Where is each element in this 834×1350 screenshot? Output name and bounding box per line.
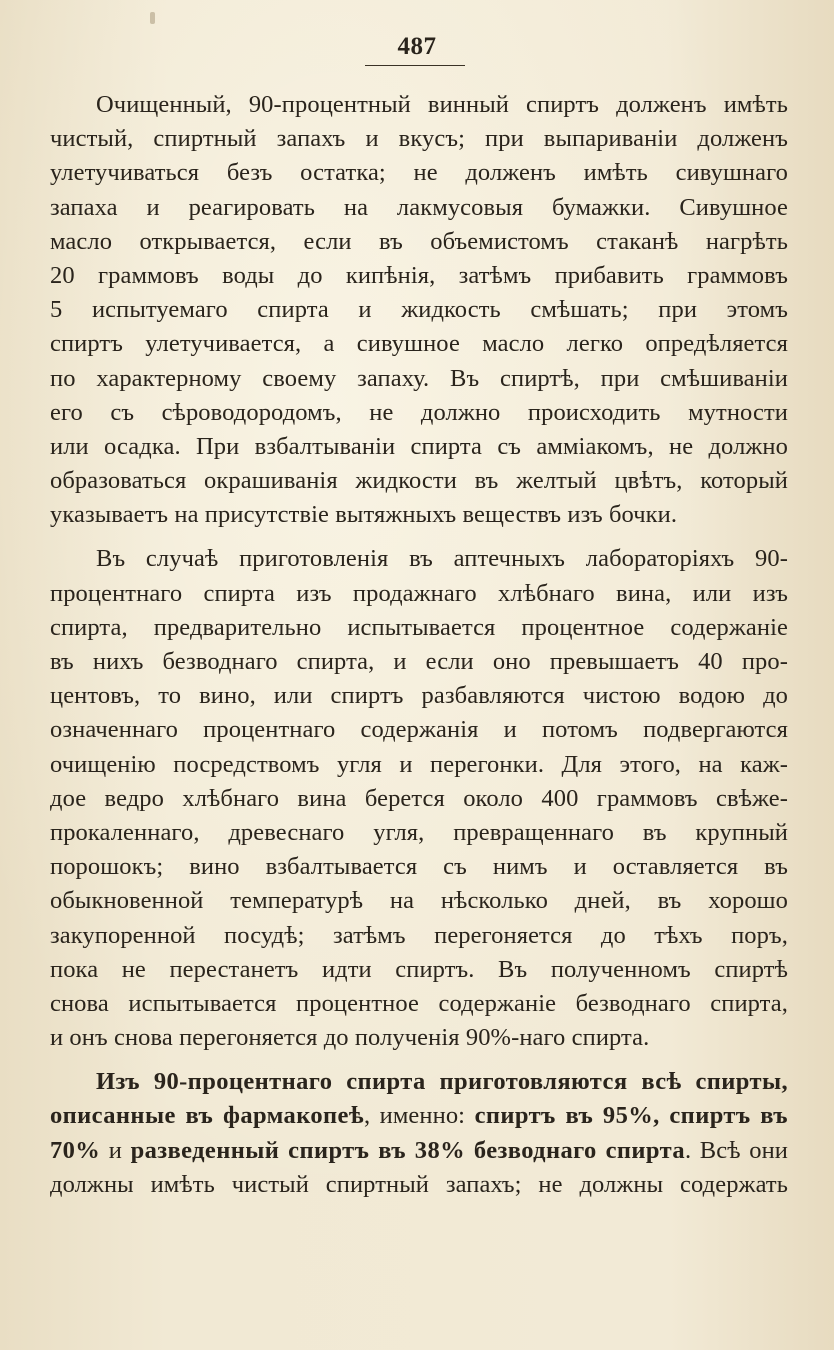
paragraph-3 <box>50 1065 788 1202</box>
text-run: , именно: <box>363 1102 475 1130</box>
text-line: указываетъ на присутствіе вытяжныхъ веществъ изъ бочки. <box>50 501 678 529</box>
paper-blemish <box>150 12 155 24</box>
text-line: образоваться окрашиванія жидкости въ желтый цвѣтъ, который <box>50 467 788 495</box>
text-run: и <box>100 1136 131 1164</box>
text-line: закупоренной посудѣ; затѣмъ перегоняется до тѣхъ поръ, <box>50 921 788 949</box>
text-line <box>50 1168 788 1202</box>
text-line <box>50 1134 788 1168</box>
text-line: его съ сѣроводородомъ, не должно происходить мутности <box>50 398 788 426</box>
text-line: улетучиваться безъ остатка; не долженъ имѣть сивушнаго <box>50 159 788 187</box>
text-line: дое ведро хлѣбнаго вина берется около 400 граммовъ свѣже- <box>50 784 788 812</box>
text-line: въ нихъ безводнаго спирта, и если оно превышаетъ 40 про- <box>50 648 788 675</box>
text-line: спирта, предварительно испытывается процентное содержаніе <box>50 613 788 641</box>
bold-run: описанные въ фармакопеѣ <box>50 1102 364 1130</box>
text-line: чистый, спиртный запахъ и вкусъ; при выпариваніи долженъ <box>50 125 788 153</box>
bold-run: Изъ 90-процентнаго спирта приготовляются всѣ спирты, <box>96 1068 788 1096</box>
bold-run: разведенный спиртъ въ 38% безводнаго спирта <box>130 1136 685 1164</box>
text-line: спиртъ улетучивается, а сивушное масло легко опредѣляется <box>50 330 788 358</box>
text-line: пока не перестанетъ идти спиртъ. Въ полученномъ спиртѣ <box>50 955 788 983</box>
text-line: 5 испытуемаго спирта и жидкость смѣшать; при этомъ <box>50 296 788 324</box>
text-line: и онъ снова перегоняется до полученія 90%-наго спирта. <box>50 1024 650 1052</box>
text-line: очищенію посредствомъ угля и перегонки. Для этого, на каж- <box>50 750 788 778</box>
text-line <box>50 1065 788 1099</box>
paragraph-2 <box>50 542 788 1055</box>
page-number: 487 <box>397 33 437 60</box>
text-line: масло открывается, если въ объемистомъ стаканѣ нагрѣть <box>50 227 788 255</box>
paragraph-1 <box>50 88 788 532</box>
text-line: Въ случаѣ приготовленія въ аптечныхъ лабораторіяхъ 90- <box>96 545 788 573</box>
text-line: запаха и реагировать на лакмусовыя бумажки. Сивушное <box>50 193 788 221</box>
bold-run: спиртъ въ 95%, спиртъ въ <box>474 1102 788 1130</box>
text-line: процентнаго спирта изъ продажнаго хлѣбнаго вина, или изъ <box>50 579 788 607</box>
text-line: центовъ, то вино, или спиртъ разбавляются чистою водою до <box>50 682 788 710</box>
bold-run: 70% <box>50 1136 101 1164</box>
text-line: обыкновенной температурѣ на нѣсколько дней, въ хорошо <box>50 887 788 915</box>
text-line: или осадка. При взбалтываніи спирта съ амміакомъ, не должно <box>50 432 788 460</box>
text-line: снова испытывается процентное содержаніе безводнаго спирта, <box>50 989 788 1017</box>
text-line: по характерному своему запаху. Въ спиртѣ, при смѣшиваніи <box>50 364 788 392</box>
text-line <box>50 1099 788 1133</box>
text-line: означеннаго процентнаго содержанія и потомъ подвергаются <box>50 716 788 744</box>
body-text <box>50 88 788 1202</box>
text-line: порошокъ; вино взбалтывается съ нимъ и оставляется въ <box>50 853 788 881</box>
text-run: должны имѣть чистый спиртный запахъ; не должны содержать <box>50 1170 788 1198</box>
text-run: . Всѣ они <box>684 1136 788 1164</box>
header-rule <box>365 65 465 66</box>
text-line: 20 граммовъ воды до кипѣнія, затѣмъ прибавить граммовъ <box>50 261 788 289</box>
text-line: прокаленнаго, древеснаго угля, превращеннаго въ крупный <box>50 818 788 846</box>
text-line: Очищенный, 90-процентный винный спиртъ долженъ имѣть <box>96 91 788 118</box>
